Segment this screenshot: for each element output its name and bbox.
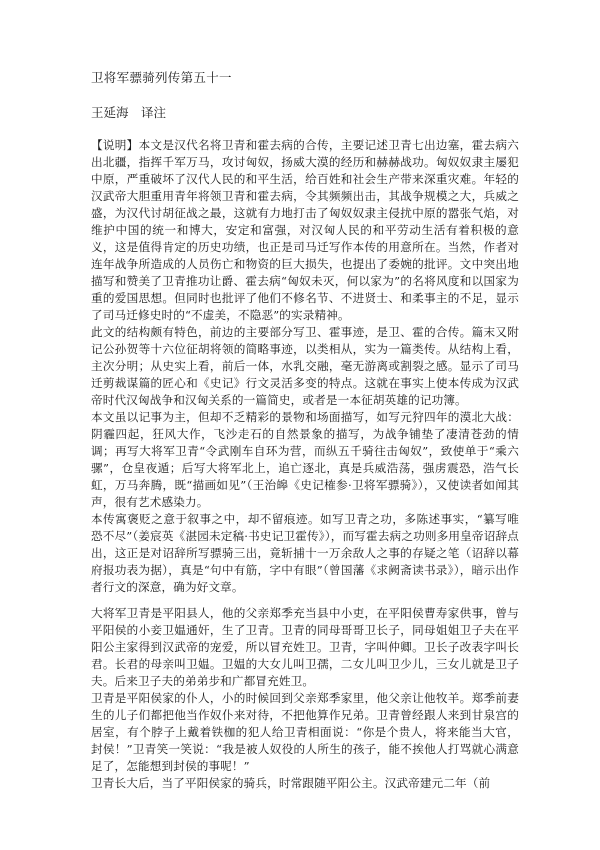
explanation-paragraph-2: 此文的结构颇有特色，前边的主要部分写卫、霍事迹，是卫、霍的合传。篇末又附记公孙贺等十六位征胡将领的简略事迹，以类相从，实为一篇类传。从结构上看，主次分明；从史实上看，前后一体，水乳交融，毫无游离或割裂之感。显示了司马迁剪裁谋篇的匠心和《史记》行文灵活多变的特点。这就在事实上使本传成为汉武帝时代汉匈战争和汉匈关系的一篇简史，或者是一本征胡英雄的记功簿。 [91, 325, 519, 407]
text-paragraph-2: 卫青是平阳侯家的仆人，小的时候回到父亲郑季家里，他父亲让他牧羊。郑季前妻生的儿子们都把他当作奴仆来对待，不把他算作兄弟。卫青曾经跟人来到甘泉宫的居室，有个脖子上戴着铁枷的犯人给卫青相面说：“你是个贵人，将来能当大官，封侯！”卫青笑一笑说：“我是被人奴役的人所生的孩子，能不挨他人打骂就心满意足了，怎能想到封侯的事呢！” [91, 691, 519, 773]
translator-credit: 王延海 译注 [91, 105, 167, 120]
text-paragraph-1: 大将军卫青是平阳县人，他的父亲郑季充当县中小吏，在平阳侯曹寿家供事，曾与平阳侯的小妾卫媪通奸，生了卫青。卫青的同母哥哥卫长子，同母姐姐卫子夫在平阳公主家得到汉武帝的宠爱，所以冒充姓卫。卫青，字叫仲卿。卫长子改表字叫长君。长君的母亲叫卫媪。卫媪的大女儿叫卫孺，二女儿叫卫少儿，三女儿就是卫子夫。后来卫子夫的弟弟步和广都冒充姓卫。 [91, 606, 519, 688]
explanation-paragraph-4: 本传寓褒贬之意于叙事之中，却不留痕迹。如写卫青之功，多陈述事实，“纂写唯恐不尽”（姜宸英《湛园未定稿·书史记卫霍传》），而写霍去病之功则多用皇帝诏辞点出，这正是对诏辞所写骠骑三出，竟斩捕十一万余敌人之事的存疑之笔（诏辞以幕府报功表为据），真是“句中有筋，字中有眼”（曾国藩《求阙斋读书录》），暗示出作者行文的深意，确为好文章。 [91, 512, 519, 594]
text-paragraph-3: 卫青长大后，当了平阳侯家的骑兵，时常跟随平阳公主。汉武帝建元二年（前 [91, 776, 491, 790]
explanation-paragraph-3: 本文虽以记事为主，但却不乏精彩的景物和场面描写，如写元狩四年的漠北大战：阴霾四起，狂风大作，飞沙走石的自然景象的描写，为战争铺垫了凄清苍劲的情调；再写大将军卫青“令武刚车自环为营，而纵五千骑往击匈奴”，致使单于“乘六骡”，仓皇夜遁；后写大将军北上，追亡逐北，真是兵威浩荡，强虏震恐，浩气长虹，万马奔腾，既“描画如见”（王治皞《史记榷参·卫将军骠骑》），又使读者如闻其声，很有艺术感染力。 [91, 410, 519, 509]
document-body [91, 137, 519, 792]
explanation-paragraph-1: 【说明】本文是汉代名将卫青和霍去病的合传，主要记述卫青七出边塞，霍去病六出北疆，指挥千军万马，攻讨匈奴，扬威大漠的经历和赫赫战功。匈奴奴隶主屡犯中原，严重破坏了汉代人民的和平生活，给百姓和社会生产带来深重灾难。年轻的汉武帝大胆重用青年将领卫青和霍去病，令其频频出击，其战争规模之大，兵威之盛，为汉代讨胡征战之最，这就有力地打击了匈奴奴隶主侵扰中原的嚣张气焰，对维护中国的统一和博大，安定和富强，对汉匈人民的和平劳动生活有着积极的意义，这是值得肯定的历史功绩，也正是司马迁写作本传的用意所在。当然，作者对连年战争所造成的人员伤亡和物资的巨大损失，也提出了委婉的批评。文中突出地描写和赞美了卫青推功让爵、霍去病“匈奴未灭，何以家为”的名将风度和以国家为重的爱国思想。但同时也批评了他们不修名节、不进贤士、和柔事主的不足，显示了司马迁修史时的“不虚美，不隐恶”的实录精神。 [91, 138, 519, 322]
chapter-title: 卫将军骠骑列传第五十一 [91, 70, 232, 85]
